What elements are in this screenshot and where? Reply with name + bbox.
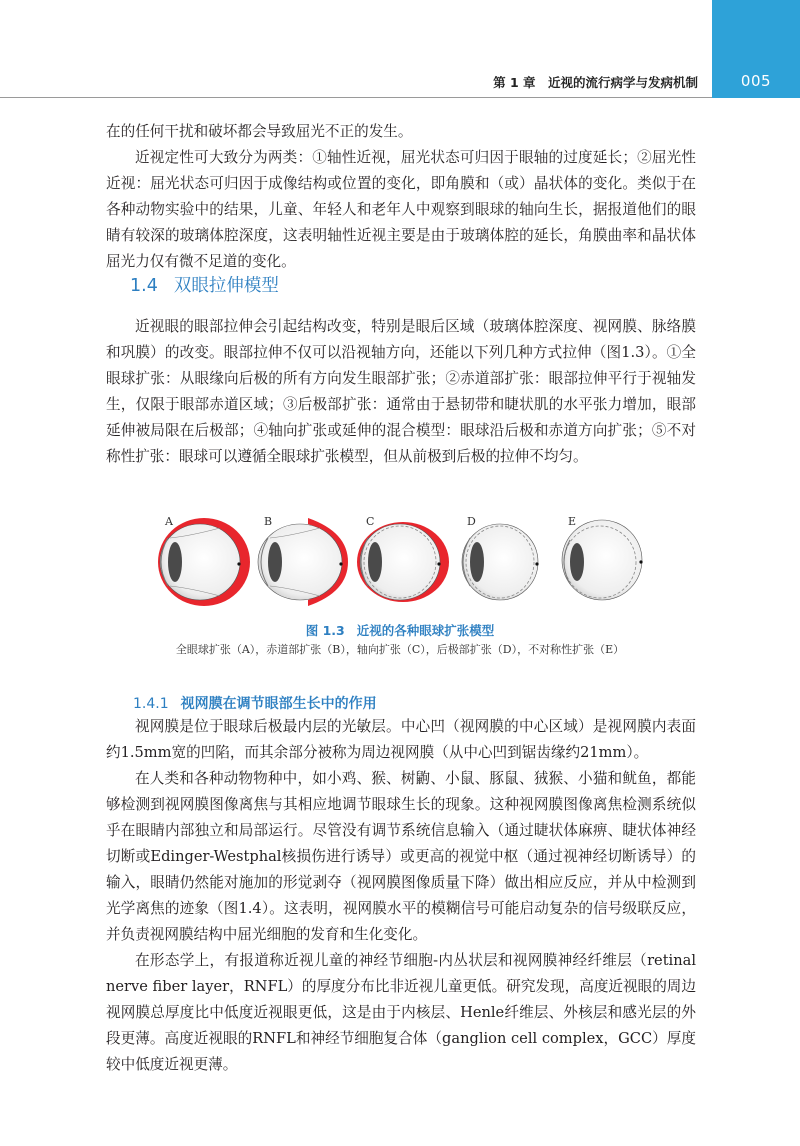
paragraph-1: 在的任何干扰和破坏都会导致屈光不正的发生。 (106, 123, 413, 140)
paragraph-5: 在人类和各种动物物种中，如小鸡、猴、树鼩、小鼠、豚鼠、狨猴、小猫和鱿鱼，都能够检测到视网膜图像离焦与其相应地调节眼球生长的现象。这种视网膜图像离焦检测系统似乎在眼睛内部独立和局部运行。尽管没有调节系统信息输入（通过睫状体麻痹、睫状体神经切断或Edinger-Westphal核损伤进行诱导）或更高的视觉中枢（通过视神经切断诱导）的输入，眼睛仍然能对施加的形觉剥夺（视网膜图像质量下降）做出相应反应，并从中检测到光学离焦的迹象（图1.4）。这表明，视网膜水平的模糊信号可能启动复杂的信号级联反应，并负责视网膜结构中屈光细胞的发育和生化变化。 (106, 770, 696, 943)
section-heading (130, 272, 279, 297)
eye-a-icon (158, 518, 250, 606)
eye-expansion-figure (150, 512, 670, 612)
paragraph-4: 视网膜是位于眼球后极最内层的光敏层。中心凹（视网膜的中心区域）是视网膜内表面约1.5mm宽的凹陷，而其余部分被称为周边视网膜（从中心凹到锯齿缘约21mm）。 (106, 718, 696, 761)
subsection-number: 1.4.1 (133, 696, 169, 712)
figure-number: 图 1.3 (305, 623, 345, 638)
paragraph-6: 在形态学上，有报道称近视儿童的神经节细胞-内丛状层和视网膜神经纤维层（retinal nerve fiber layer，RNFL）的厚度分布比非近视儿童更低。研究发现，高度近视眼的周边视网膜总厚度比中低度近视眼更低，这是由于内核层、Henle纤维层、外核层和感光层的外段更薄。高度近视眼的RNFL和神经节细胞复合体（ganglion cell complex，GCC）厚度较中低度近视更薄。 (106, 952, 696, 1073)
section-number: 1.4 (130, 276, 158, 296)
section-title: 双眼拉伸模型 (173, 276, 279, 296)
paragraph-3: 近视眼的眼部拉伸会引起结构改变，特别是眼后区域（玻璃体腔深度、视网膜、脉络膜和巩膜）的改变。眼部拉伸不仅可以沿视轴方向，还能以下列几种方式拉伸（图1.3）。①全眼球扩张：从眼缘向后极的所有方向发生眼部扩张；②赤道部扩张：眼部拉伸平行于视轴发生，仅限于眼部赤道区域；③后极部扩张：通常由于悬韧带和睫状肌的水平张力增加，眼部延伸被局限在后极部；④轴向扩张或延伸的混合模型：眼球沿后极和赤道方向扩张；⑤不对称性扩张：眼球可以遵循全眼球扩张模型，但从前极到后极的拉伸不均匀。 (106, 318, 696, 465)
figure-label-c: C (366, 515, 375, 528)
eye-e-icon (562, 520, 643, 600)
figure-label-e: E (568, 515, 577, 528)
figure-caption (0, 621, 800, 639)
figure-label-b: B (264, 515, 273, 528)
eye-c-icon (357, 522, 449, 602)
figure-label-a: A (165, 515, 173, 528)
figure-subcaption: 全眼球扩张（A），赤道部扩张（B），轴向扩张（C），后极部扩张（D），不对称性扩张（E） (175, 643, 625, 656)
subsection-title: 视网膜在调节眼部生长中的作用 (180, 696, 377, 712)
figure-title: 近视的各种眼球扩张模型 (356, 623, 495, 638)
page-number: 005 (740, 72, 772, 90)
eye-b-icon (258, 518, 348, 606)
running-head: 第 1 章 近视的流行病学与发病机制 (493, 75, 698, 90)
paragraph-2: 近视定性可大致分为两类：①轴性近视，屈光状态可归因于眼轴的过度延长；②屈光性近视：屈光状态可归因于成像结构或位置的变化，即角膜和（或）晶状体的变化。类似于在各种动物实验中的结果，儿童、年轻人和老年人中观察到眼球的轴向生长，据报道他们的眼睛有较深的玻璃体腔深度，这表明轴性近视主要是由于玻璃体腔的延长，角膜曲率和晶状体屈光力仅有微不足道的变化。 (106, 149, 696, 270)
header-rule (0, 97, 712, 98)
eye-d-icon (462, 524, 539, 600)
subsection-heading (133, 693, 377, 713)
figure-label-d: D (467, 515, 476, 528)
